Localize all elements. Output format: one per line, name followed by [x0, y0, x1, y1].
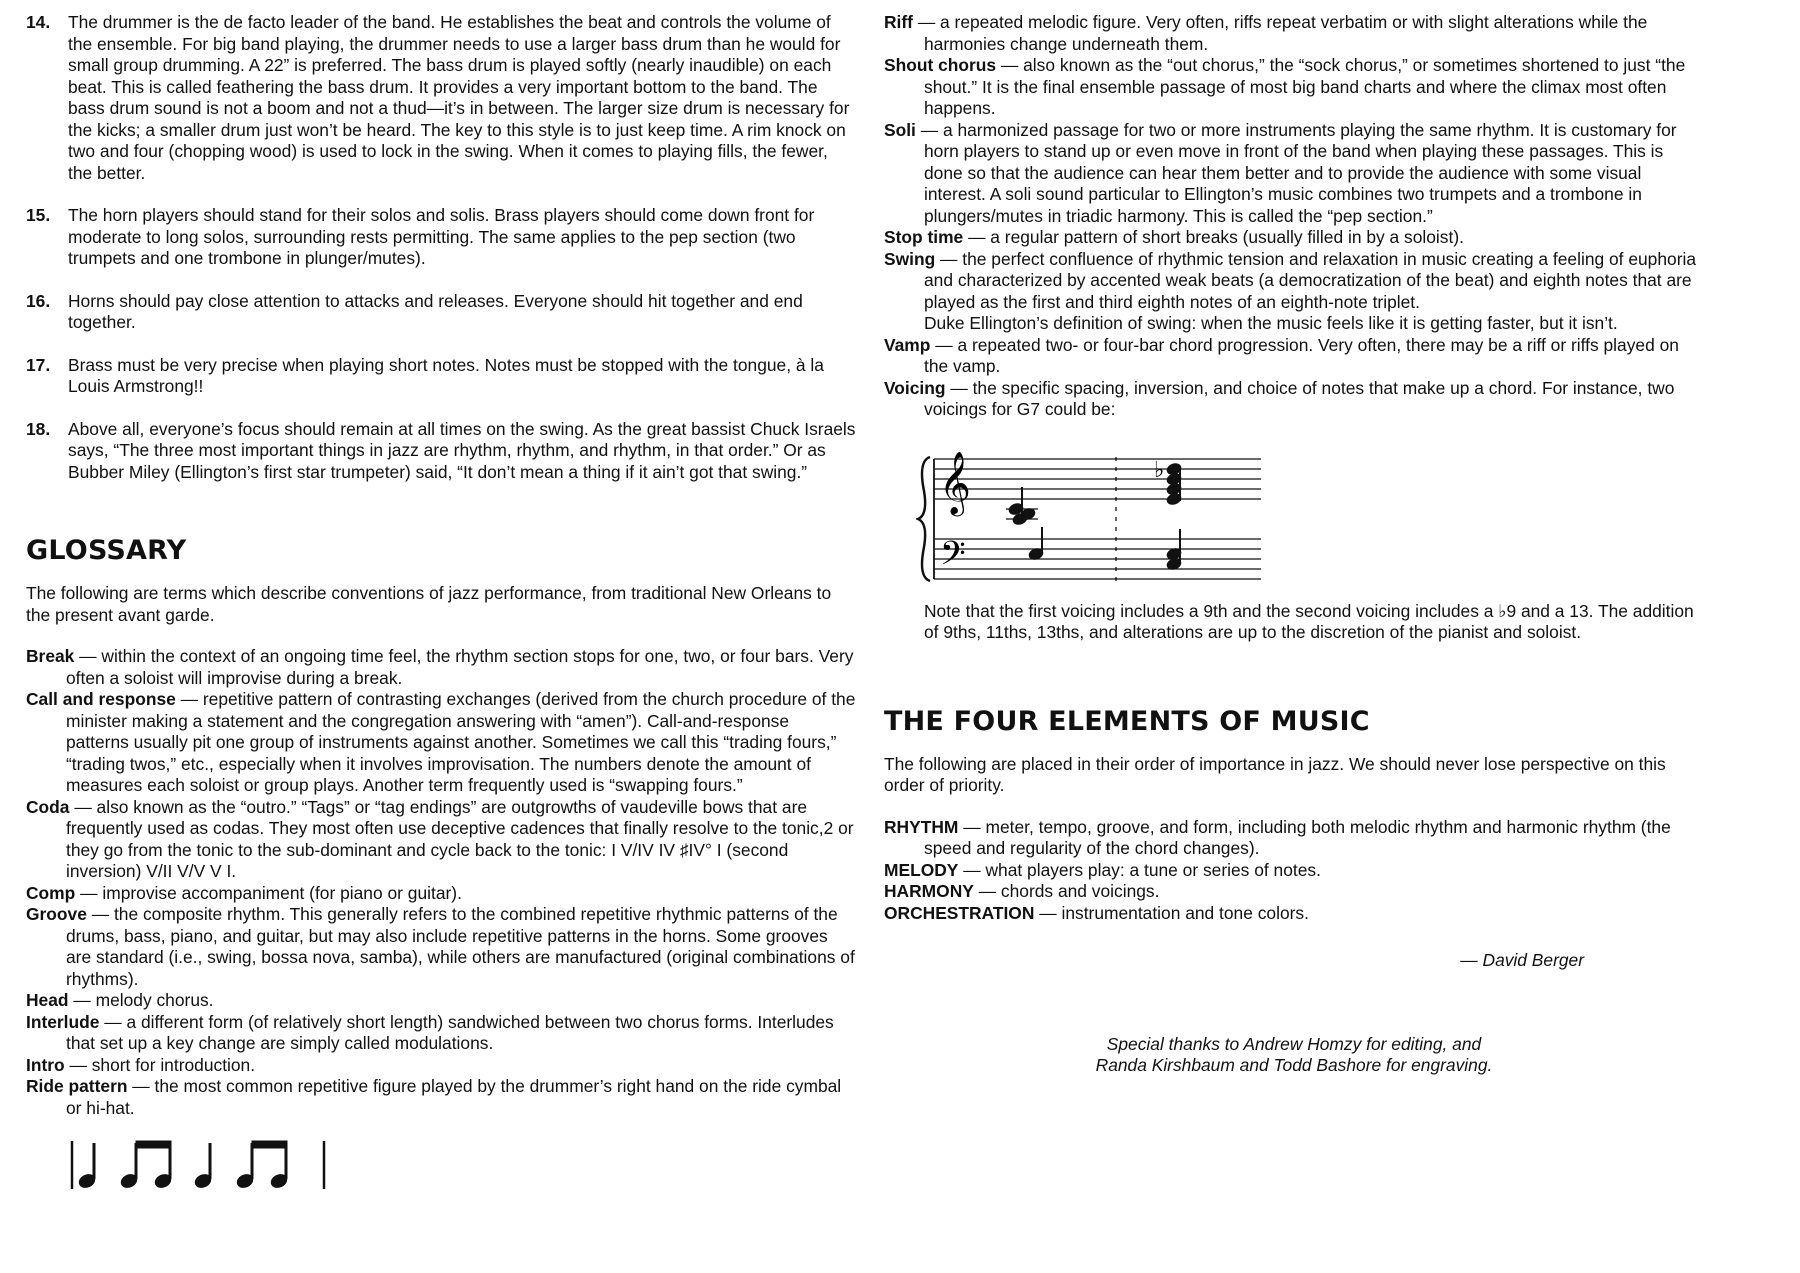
acknowledgement-line: Randa Kirshbaum and Todd Bashore for engraving. — [1095, 1055, 1493, 1075]
rule-text: The drummer is the de facto leader of the band. He establishes the beat and controls the volume of the ensemble. For big band playing, the drummer needs to use a larger bass drum than he would for small group drumming. A 22” is preferred. The bass drum is played softly (nearly inaudible) on each beat. This is called feathering the bass drum. It provides a very important bottom to the band. The bass drum sound is not a boom and not a thud—it’s in between. The larger size drum is necessary for the kicks; a smaller drum just won’t be heard. The key to this style is to just keep time. A rim knock on two and four (chopping wood) is used to lock in the swing. When it comes to playing fills, the fewer, the better. — [68, 12, 850, 183]
em-dash: — — [973, 881, 1001, 901]
glossary-term: Comp — [26, 882, 76, 903]
glossary-term: Swing — [884, 248, 936, 269]
em-dash: — — [64, 1054, 92, 1075]
glossary-definition: melody chorus. — [95, 990, 214, 1010]
em-dash: — — [175, 689, 203, 709]
glossary-definition: a harmonized passage for two or more instruments playing the same rhythm. It is customary for horn players to stand up or even move in front of the band when playing these passages. This is done so that the audience can hear them better and to provide the audience with some visual interest. A soli sound particular to Ellington’s music combines two trumpets and a trombone in plungers/mutes in triadic harmony. This is called the “pep section.” — [924, 119, 1677, 226]
rule-item — [26, 291, 856, 334]
author-signature: — David Berger — [1460, 950, 1584, 970]
left-column — [26, 12, 856, 1199]
glossary-term: Break — [26, 646, 75, 666]
glossary-definition: the most common repetitive figure played by the drummer’s right hand on the ride cymbal or hi-hat. — [66, 1076, 842, 1118]
glossary-entry — [884, 378, 1704, 421]
glossary-definition: a regular pattern of short breaks (usually filled in by a soloist). — [990, 227, 1464, 247]
element-definition: instrumentation and tone colors. — [1061, 902, 1309, 923]
rule-number: 16. — [26, 290, 51, 311]
svg-text:𝄞: 𝄞 — [939, 450, 971, 514]
rule-text: The horn players should stand for their solos and solis. Brass players should come down front for moderate to long solos, surrounding rests permitting. The same applies to the pep section (two trumpets and one trombone in plunger/mutes). — [68, 205, 815, 268]
element-item — [884, 903, 1704, 925]
glossary-entry — [26, 689, 856, 797]
glossary-definition: a repeated two- or four-bar chord progression. Very often, there may be a riff or riffs played on the vamp. — [924, 334, 1679, 376]
glossary-term: Soli — [884, 119, 916, 140]
em-dash: — — [915, 119, 943, 140]
glossary-term: Coda — [26, 796, 70, 817]
em-dash: — — [99, 1011, 127, 1032]
glossary-term: Intro — [26, 1054, 65, 1075]
glossary-term: Shout chorus — [884, 55, 997, 75]
rule-text: Above all, everyone’s focus should remain at all times on the swing. As the great bassist Chuck Israels says, “The three most important things in jazz are rhythm, rhythm, and rhythm, in that order.” Or as Bubber Miley (Ellington’s first star trumpeter) said, “It don’t mean a thing if it ain’t got that swing.” — [68, 418, 856, 482]
four-elements-heading: THE FOUR ELEMENTS OF MUSIC — [884, 705, 1370, 737]
em-dash: — — [74, 646, 102, 666]
rule-item — [26, 12, 856, 184]
em-dash: — — [912, 12, 941, 32]
voicing-note: Note that the first voicing includes a 9th and the second voicing includes a ♭9 and a 13. The addition of 9ths, 11ths, 13ths, and alterations are up to the discretion of the pianist and soloist. — [924, 600, 1694, 642]
em-dash: — — [958, 859, 986, 880]
glossary-definition: within the context of an ongoing time feel, the rhythm section stops for one, two, or four bars. Very often a soloist will improvise during a break. — [66, 646, 854, 688]
em-dash: — — [69, 796, 97, 817]
em-dash: — — [945, 377, 973, 398]
glossary-entry — [884, 227, 1704, 249]
glossary-entry — [26, 904, 856, 990]
glossary-term: Voicing — [884, 377, 946, 398]
ride-pattern-notation — [66, 1133, 366, 1199]
glossary-term: Call and response — [26, 689, 176, 709]
em-dash: — — [963, 227, 991, 247]
glossary-term: Vamp — [884, 334, 931, 355]
glossary-definition: the composite rhythm. This generally refers to the combined repetitive rhythmic patterns of the drums, bass, piano, and guitar, but may also include repetitive patterns in the horns. Some grooves are standard (i.e., swing, bossa nova, samba), while others are manufactured (original combinations of rhythms). — [66, 904, 855, 989]
em-dash: — — [935, 248, 963, 269]
glossary-definition: improvise accompaniment (for piano or guitar). — [102, 882, 462, 903]
glossary-definition: short for introduction. — [91, 1054, 256, 1075]
rule-number: 15. — [26, 205, 51, 225]
glossary-term: Head — [26, 990, 69, 1010]
rule-text: Brass must be very precise when playing short notes. Notes must be stopped with the tongue, à la Louis Armstrong!! — [68, 354, 824, 396]
glossary-term: Riff — [884, 12, 913, 32]
glossary-entry — [26, 1076, 856, 1119]
acknowledgement-line: Special thanks to Andrew Homzy for editing, and — [1106, 1033, 1482, 1054]
element-item — [884, 860, 1704, 882]
glossary-entry — [884, 120, 1704, 228]
glossary-definition: also known as the “out chorus,” the “sock chorus,” or sometimes shortened to just “the shout.” It is the final ensemble passage of most big band charts and where the climax most often happens. — [924, 55, 1686, 118]
glossary-definition: a different form (of relatively short length) sandwiched between two chorus forms. Interludes that set up a key change are simply called modulations. — [66, 1011, 834, 1053]
rule-number: 17. — [26, 354, 51, 375]
acknowledgements — [884, 1034, 1704, 1077]
four-elements-intro: The following are placed in their order of importance in jazz. We should never lose perspective on this order of priority. — [884, 753, 1666, 795]
em-dash: — — [930, 334, 958, 355]
glossary-entry — [884, 12, 1704, 55]
glossary-entry — [26, 1055, 856, 1077]
svg-text:♭: ♭ — [1154, 457, 1165, 483]
em-dash: — — [996, 55, 1024, 75]
rule-item — [26, 419, 856, 484]
em-dash: — — [1034, 902, 1062, 923]
glossary-term: Groove — [26, 904, 87, 924]
glossary-entry — [884, 335, 1704, 378]
rule-text: Horns should pay close attention to attacks and releases. Everyone should hit together and end together. — [68, 290, 803, 332]
glossary-definition: the specific spacing, inversion, and choice of notes that make up a chord. For instance, two voicings for G7 could be: — [924, 377, 1675, 419]
glossary-term: Stop time — [884, 227, 964, 247]
glossary-term: Ride pattern — [26, 1076, 128, 1096]
glossary-heading: GLOSSARY — [26, 535, 187, 566]
element-item — [884, 881, 1704, 903]
element-definition: what players play: a tune or series of notes. — [985, 859, 1321, 880]
glossary-definition: also known as the “outro.” “Tags” or “tag endings” are outgrowths of vaudeville bows that are frequently used as codas. They most often use deceptive cadences that finally resolve to the tonic,2 or they go from the tonic to the sub-dominant and cycle back to the tonic: I V/IV IV ♯IV° I (second inversion) V/II V/V V I. — [66, 796, 854, 881]
element-definition: meter, tempo, groove, and form, including both melodic rhythm and harmonic rhythm (the speed and regularity of the chord changes). — [924, 816, 1671, 858]
em-dash: — — [68, 990, 96, 1010]
element-term: HARMONY — [884, 881, 974, 901]
glossary-definition-extra: Duke Ellington’s definition of swing: when the music feels like it is getting faster, but it isn’t. — [924, 313, 1618, 333]
glossary-entry — [26, 883, 856, 905]
g7-voicings-staff — [916, 439, 1276, 591]
element-item — [884, 817, 1704, 860]
em-dash: — — [86, 904, 114, 924]
glossary-definition: the perfect confluence of rhythmic tension and relaxation in music creating a feeling of euphoria and characterized by accented weak beats (a democratization of the beat) and eighth notes that are played as the first and third eighth notes of an eighth-note triplet. — [924, 248, 1697, 312]
glossary-definition: a repeated melodic figure. Very often, riffs repeat verbatim or with slight alterations while the harmonies change underneath them. — [924, 12, 1648, 54]
rule-item — [26, 205, 856, 270]
element-term: ORCHESTRATION — [884, 902, 1035, 923]
svg-text:𝄢: 𝄢 — [940, 534, 966, 581]
glossary-intro: The following are terms which describe conventions of jazz performance, from traditional New Orleans to the present avant garde. — [26, 583, 832, 625]
element-definition: chords and voicings. — [1000, 881, 1160, 901]
glossary-entry — [26, 646, 856, 689]
em-dash: — — [127, 1076, 155, 1096]
glossary-entry — [884, 55, 1704, 120]
glossary-entry — [26, 990, 856, 1012]
em-dash: — — [958, 816, 986, 837]
glossary-entry — [26, 797, 856, 883]
rule-item — [26, 355, 856, 398]
glossary-entry — [884, 249, 1704, 335]
glossary-entry — [26, 1012, 856, 1055]
rule-number: 14. — [26, 12, 51, 32]
glossary-definition: repetitive pattern of contrasting exchanges (derived from the church procedure of the minister making a statement and the congregation answering with “amen”). Call-and-response patterns usually pit one group of instruments against another. Sometimes we call this “trading fours,” “trading twos,” etc., especially when it involves improvisation. The numbers denote the amount of measures each soloist or group plays. Another term frequently used is “swapping fours.” — [66, 689, 856, 795]
rule-number: 18. — [26, 418, 51, 439]
element-term: MELODY — [884, 859, 959, 880]
element-term: RHYTHM — [884, 816, 959, 837]
em-dash: — — [75, 882, 103, 903]
right-column — [884, 12, 1704, 1077]
glossary-term: Interlude — [26, 1011, 100, 1032]
